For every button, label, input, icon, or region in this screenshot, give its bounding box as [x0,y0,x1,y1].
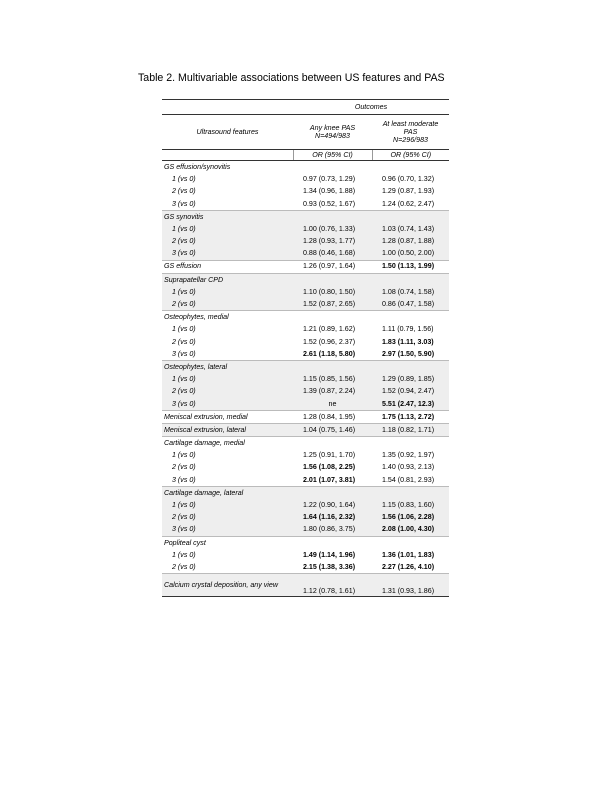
table-row [162,348,449,361]
moderate-or-cell [372,486,449,499]
level-label: 1 (vs 0) [172,451,196,460]
moderate-or-cell: 0.96 (0.70, 1.32) [382,175,435,184]
feature-label: Meniscal extrusion, medial [162,410,293,423]
moderate-or-cell: 1.50 (1.13, 1.99) [372,260,449,273]
table-row [162,161,449,174]
any-knee-or-cell [293,311,372,324]
table-row [162,235,449,247]
moderate-or-cell: 1.54 (0.81, 2.93) [382,475,435,484]
outcomes-header: Outcomes [293,100,449,115]
any-knee-or-cell: 1.39 (0.87, 2.24) [293,385,372,397]
table-row [162,398,449,411]
feature-label: Cartilage damage, lateral [162,486,293,499]
table-row [162,198,449,211]
table-row [162,523,449,536]
table-row [162,423,449,436]
any-knee-or-cell [293,536,372,549]
table-row [162,185,449,197]
any-knee-or-cell: 1.15 (0.85, 1.56) [293,373,372,385]
table-row [162,361,449,374]
feature-label: Popliteal cyst [162,536,293,549]
feature-label: Suprapatellar CPD [162,273,293,286]
moderate-or-cell [372,311,449,324]
level-label: 2 (vs 0) [172,463,196,472]
table-row [162,210,449,223]
table-row [162,462,449,474]
moderate-pas-title-line1: At least moderate [382,119,439,128]
table-row [162,273,449,286]
moderate-or-cell: 1.52 (0.94, 2.47) [372,385,449,397]
ultrasound-features-header: Ultrasound features [196,127,259,136]
level-label: 2 (vs 0) [162,511,293,523]
any-knee-or-cell: 0.88 (0.46, 1.68) [293,247,372,260]
moderate-pas-header [372,115,449,150]
moderate-or-cell: 1.28 (0.87, 1.88) [372,235,449,247]
level-label: 2 (vs 0) [162,298,293,311]
table-row [162,549,449,561]
any-knee-or-cell: 2.61 (1.18, 5.80) [303,349,356,358]
feature-label: GS synovitis [162,210,293,223]
moderate-or-cell: 1.75 (1.13, 2.72) [372,410,449,423]
outcomes-header-row [162,100,449,115]
level-label: 2 (vs 0) [162,235,293,247]
or-header-row [162,150,449,161]
level-label: 1 (vs 0) [172,325,196,334]
any-knee-or-cell [293,361,372,374]
table-row [162,385,449,397]
any-knee-or-cell: 0.93 (0.52, 1.67) [303,199,356,208]
table-row [162,474,449,487]
table-row [162,298,449,311]
any-knee-pas-n: N=494/983 [315,132,350,140]
level-label: 3 (vs 0) [172,349,196,358]
column-header-row [162,115,449,150]
level-label: 1 (vs 0) [172,175,196,184]
or-header-any-knee: OR (95% CI) [293,150,372,161]
any-knee-or-cell: 1.00 (0.76, 1.33) [293,223,372,235]
moderate-or-cell [372,161,449,174]
moderate-or-cell: 1.31 (0.93, 1.86) [372,574,449,597]
any-knee-or-cell: 1.22 (0.90, 1.64) [293,499,372,511]
any-knee-or-cell [293,437,372,450]
any-knee-or-cell: 1.28 (0.84, 1.95) [293,410,372,423]
table-row [162,437,449,450]
any-knee-or-cell: 1.28 (0.93, 1.77) [293,235,372,247]
moderate-pas-n: N=296/983 [393,136,428,145]
table-row [162,449,449,461]
level-label: 1 (vs 0) [162,286,293,298]
any-knee-or-cell [293,273,372,286]
table-row [162,323,449,335]
any-knee-or-cell: 1.64 (1.16, 2.32) [293,511,372,523]
moderate-or-cell: 1.03 (0.74, 1.43) [372,223,449,235]
any-knee-or-cell: 2.01 (1.07, 3.81) [303,475,356,484]
table-row [162,373,449,385]
table-row [162,410,449,423]
any-knee-or-cell: 1.10 (0.80, 1.50) [293,286,372,298]
feature-label: Osteophytes, medial [162,311,293,324]
moderate-or-cell: 1.11 (0.79, 1.56) [382,325,434,334]
any-knee-or-cell: 1.25 (0.91, 1.70) [303,451,356,460]
moderate-or-cell: 1.29 (0.87, 1.93) [382,187,435,196]
any-knee-or-cell: 1.52 (0.87, 2.65) [293,298,372,311]
moderate-or-cell: 2.27 (1.26, 4.10) [382,562,435,571]
feature-label: Calcium crystal deposition, any view [162,574,293,597]
any-knee-or-cell: 1.04 (0.75, 1.46) [293,423,372,436]
level-label: 3 (vs 0) [172,475,196,484]
level-label: 1 (vs 0) [162,499,293,511]
table-row [162,499,449,511]
moderate-or-cell: 0.86 (0.47, 1.58) [372,298,449,311]
any-knee-or-cell [293,486,372,499]
table-row [162,536,449,549]
table-row [162,561,449,574]
moderate-or-cell: 1.00 (0.50, 2.00) [372,247,449,260]
moderate-or-cell: 1.08 (0.74, 1.58) [372,286,449,298]
level-label: 2 (vs 0) [172,187,196,196]
any-knee-or-cell: 1.56 (1.08, 2.25) [303,463,356,472]
table-row [162,574,449,597]
level-label: 3 (vs 0) [162,523,293,536]
table-row [162,511,449,523]
any-knee-pas-header [293,115,372,150]
moderate-or-cell: 1.35 (0.92, 1.97) [382,451,435,460]
table-row [162,286,449,298]
or-header-moderate: OR (95% CI) [372,150,449,161]
moderate-or-cell: 1.40 (0.93, 2.13) [382,463,435,472]
feature-label: GS effusion [162,260,293,273]
table-row [162,486,449,499]
table-row [162,311,449,324]
moderate-or-cell [372,437,449,450]
any-knee-or-cell: 1.49 (1.14, 1.96) [303,550,356,559]
moderate-or-cell [372,361,449,374]
moderate-or-cell: 2.08 (1.00, 4.30) [372,523,449,536]
any-knee-or-cell: 2.15 (1.38, 3.36) [303,562,356,571]
moderate-or-cell: 1.15 (0.83, 1.60) [372,499,449,511]
any-knee-or-cell: 1.21 (0.89, 1.62) [303,325,356,334]
moderate-or-cell: 1.18 (0.82, 1.71) [372,423,449,436]
any-knee-or-cell: 1.52 (0.96, 2.37) [303,337,356,346]
level-label: 1 (vs 0) [162,373,293,385]
feature-label: GS effusion/synovitis [164,162,231,171]
table-row [162,336,449,348]
moderate-or-cell: 1.36 (1.01, 1.83) [382,550,435,559]
moderate-or-cell: 1.29 (0.89, 1.85) [372,373,449,385]
blank-header-cell [162,100,293,115]
level-label: 2 (vs 0) [162,385,293,397]
any-knee-or-cell: 0.97 (0.73, 1.29) [303,175,356,184]
moderate-or-cell: 2.97 (1.50, 5.90) [382,349,435,358]
table-row [162,247,449,260]
table-caption: Table 2. Multivariable associations between US features and PAS [138,72,445,84]
level-label: 1 (vs 0) [172,550,196,559]
table-row [162,260,449,273]
moderate-or-cell: 1.83 (1.11, 3.03) [382,337,434,346]
any-knee-or-cell: 1.34 (0.96, 1.88) [303,187,356,196]
level-label: 3 (vs 0) [162,247,293,260]
feature-label: Cartilage damage, medial [162,437,293,450]
any-knee-or-cell: 1.26 (0.97, 1.64) [293,260,372,273]
blank-or-cell [162,150,293,161]
level-label: 3 (vs 0) [172,199,196,208]
moderate-or-cell [372,536,449,549]
any-knee-or-cell: 1.80 (0.86, 3.75) [293,523,372,536]
any-knee-or-cell [293,161,372,174]
level-label: 2 (vs 0) [172,562,196,571]
any-knee-pas-title: Any knee PAS [309,123,356,132]
moderate-or-cell: 5.51 (2.47, 12.3) [372,398,449,411]
any-knee-or-cell [293,210,372,223]
feature-label: Osteophytes, lateral [162,361,293,374]
level-label: 2 (vs 0) [172,337,196,346]
moderate-pas-title-line2: PAS [403,127,418,136]
level-label: 3 (vs 0) [162,398,293,411]
moderate-or-cell [372,273,449,286]
moderate-or-cell: 1.56 (1.06, 2.28) [372,511,449,523]
table-row [162,223,449,235]
table-row [162,173,449,185]
feature-label: Meniscal extrusion, lateral [162,423,293,436]
level-label: 1 (vs 0) [162,223,293,235]
results-table [162,99,449,597]
moderate-or-cell: 1.24 (0.62, 2.47) [382,199,435,208]
any-knee-or-cell: 1.12 (0.78, 1.61) [293,574,372,597]
any-knee-or-cell: ne [293,398,372,411]
moderate-or-cell [372,210,449,223]
